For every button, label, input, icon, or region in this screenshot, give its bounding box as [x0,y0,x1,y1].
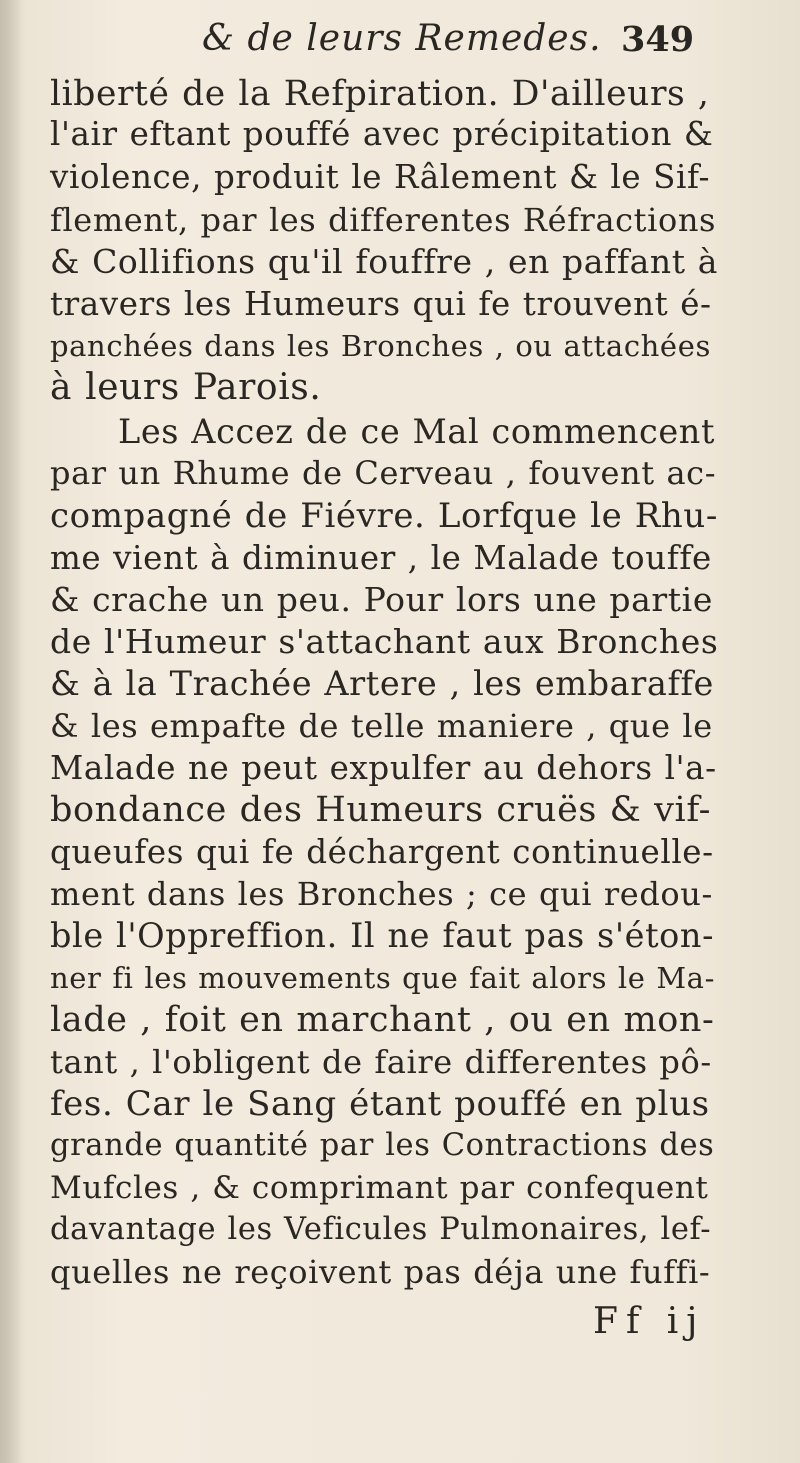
text-line: ner fi les mouvements que fait alors le Ma- [50,961,715,995]
text-line: & à la Trachée Artere , les embaraffe [50,664,714,703]
text-line: Les Accez de ce Mal commencent [118,412,716,451]
signature-mark: Ff ij [593,1301,706,1342]
text-line: panchées dans les Bronches , ou attachées [50,329,711,363]
text-line: quelles ne reçoivent pas déja une fuffi- [50,1253,711,1291]
text-line: liberté de la Refpiration. D'ailleurs , [50,74,710,114]
text-line: ment dans les Bronches ; ce qui redou- [50,875,713,913]
text-line: de l'Humeur s'attachant aux Bronches [50,622,719,661]
text-line: compagné de Fiévre. Lorfque le Rhu- [50,496,719,536]
running-head: & de leurs Remedes. [202,18,602,59]
text-line: lade , foit en marchant , ou en mon- [50,1000,715,1040]
text-line: Malade ne peut expulfer au dehors l'a- [50,749,717,787]
text-line: queufes qui fe déchargent continuelle- [50,833,714,871]
text-line: l'air eftant pouffé avec précipitation & [50,115,714,153]
text-line: fes. Car le Sang étant pouffé en plus [50,1084,710,1124]
text-line: travers les Humeurs qui fe trouvent é- [50,285,712,323]
text-line: & crache un peu. Pour lors une partie [50,580,713,619]
text-line: tant , l'obligent de faire differentes pô- [50,1043,712,1081]
text-line: bondance des Humeurs cruës & vif- [50,790,712,830]
text-line: & Collifions qu'il fouffre , en paffant à [50,242,718,281]
text-line: Mufcles , & comprimant par confequent [50,1170,709,1206]
text-line: ble l'Oppreffion. Il ne faut pas s'éton- [50,916,715,955]
text-line: & les empafte de telle maniere , que le [50,707,713,745]
text-line: davantage les Veficules Pulmonaires, lef- [50,1212,712,1247]
text-line: par un Rhume de Cerveau , fouvent ac- [50,454,717,492]
text-line: grande quantité par les Contractions des [50,1128,715,1163]
text-line: violence, produit le Râlement & le Sif- [50,158,711,196]
text-line: me vient à diminuer , le Malade touffe [50,539,712,577]
page-number: 349 [621,19,695,60]
text-line: à leurs Parois. [50,367,322,408]
text-line: flement, par les differentes Réfractions [50,201,717,239]
